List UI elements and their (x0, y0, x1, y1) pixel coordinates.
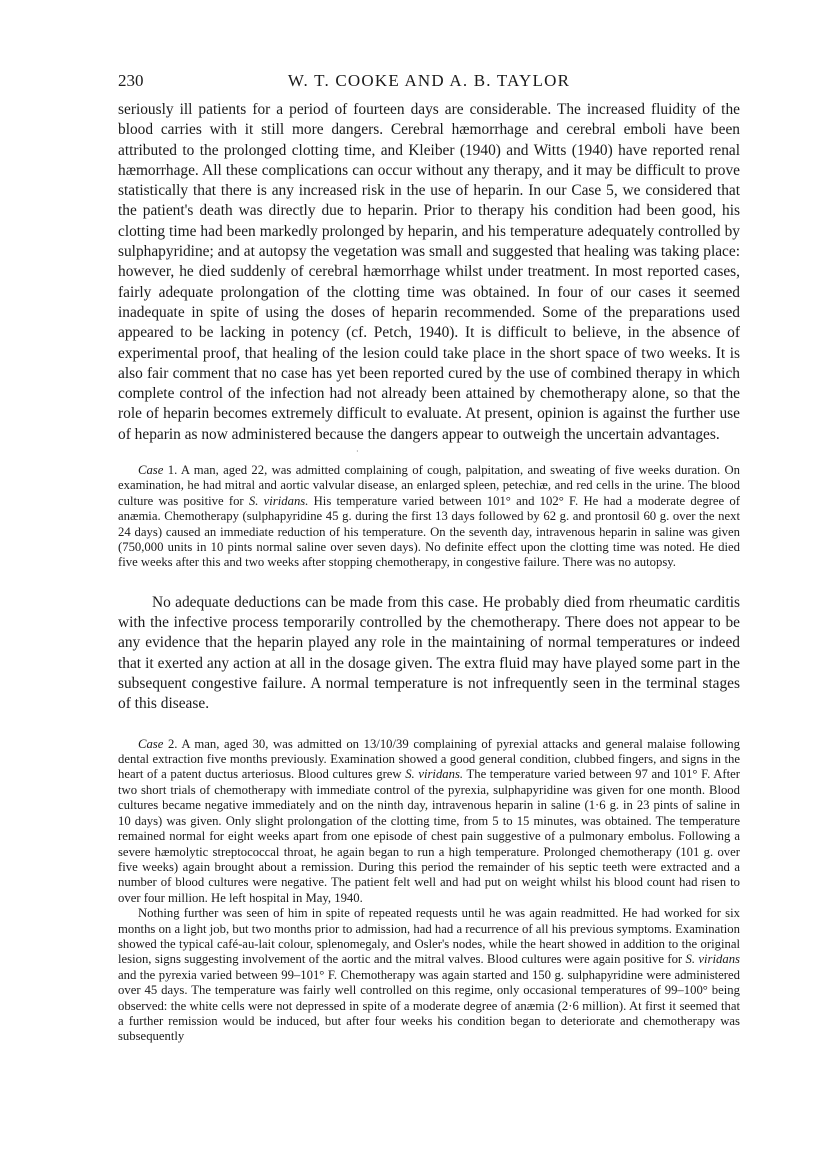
page-number: 230 (118, 71, 144, 90)
case-2-report (118, 737, 740, 906)
running-head (118, 68, 740, 94)
case-1-organism: S. viridans. (248, 493, 309, 508)
discussion-paragraph: seriously ill patients for a period of fourteen days are considerable. The increased fluidity of the blood carries with it still more dangers. Cerebral hæmorrhage and cerebral emboli have been attributed to the prolonged clotting time, and Kleiber (1940) and Witts (1940) have reported renal hæmorrhage. All these complications can occur without any therapy, and it may be difficult to prove statistically that there is any increased risk in the use of heparin. In our Case 5, we considered that the patient's death was directly due to heparin. Prior to therapy his condition had been good, his clotting time had been markedly prolonged by heparin, and his temperature adequately controlled by sulphapyridine; and at autopsy the vegetation was small and suggested that healing was taking place: however, he died suddenly of cerebral hæmorrhage whilst under treatment. In most reported cases, fairly adequate prolongation of the clotting time was obtained. In four of our cases it seemed inadequate in spite of using the doses of heparin recommended. Some of the preparations used appeared to be lacking in potency (cf. Petch, 1940). It is difficult to believe, in the absence of experimental proof, that healing of the lesion could take place in the short space of two weeks. It is also fair comment that no case has yet been reported cured by the use of combined therapy in which complete control of the infection had not already been attained by chemotherapy alone, so that the role of heparin becomes extremely difficult to evaluate. At present, opinion is against the further use of heparin as now administered because the dangers appear to outweigh the uncertain advantages. (118, 101, 740, 443)
divider-dot-mark: · (356, 447, 359, 457)
case-2-text-start: 2. A man, aged 30, was admitted on 13/10/39 complaining of pyrexial attacks and general malaise following dental extraction five months previously. Examination showed a good general condition, clubbed fingers, and signs in the heart of a patent ductus arteriosus. Blood cultures grew (118, 736, 740, 782)
section-divider (118, 445, 740, 463)
case-2-cont-organism: S. viridans (685, 952, 740, 967)
case-1-label: Case (138, 463, 164, 478)
case-2-cont-start: Nothing further was seen of him in spite of repeated requests until he was again readmitted. He had worked for six months on a light job, but two months prior to admission, had had a recurrence of all his previous symptoms. Examination showed the typical café-au-lait colour, splenomegaly, and Osler's nodes, while the heart showed in addition to the original lesion, signs suggesting involvement of the aortic and the mitral valves. Blood cultures were again positive for (118, 906, 740, 967)
case-2-label: Case (138, 736, 164, 751)
case-2-organism: S. viridans. (405, 767, 464, 782)
journal-page (118, 68, 740, 1045)
case-1-text-end: His temperature varied between 101° and 102° F. He had a moderate degree of anæmia. Chemotherapy (sulphapyridine 45 g. during the first 13 days followed by 62 g. and prontosil 60 g. over the next 24 days) caused an immediate reduction of his temperature. On the seventh day, intravenous heparin in saline was given (750,000 units in 10 pints normal saline over seven days). No definite effect upon the clotting time was noted. He died five weeks after this and two weeks after stopping chemotherapy, in congestive failure. There was no autopsy. (118, 493, 740, 570)
case-1-text-start: 1. A man, aged 22, was admitted complaining of cough, palpitation, and sweating of five weeks duration. On examination, he had mitral and aortic valvular disease, an enlarged spleen, petechiæ, and red cells in the urine. The blood culture was positive for (118, 463, 740, 508)
author-names: W. T. COOKE AND A. B. TAYLOR (287, 71, 571, 90)
case-2-cont-end: and the pyrexia varied between 99–101° F. Chemotherapy was again started and 150 g. sulphapyridine were administered over 45 days. The temperature was fairly well controlled on this regime, only occasional temperatures of 99–100° being observed: the white cells were not depressed in spite of a moderate degree of anæmia (2·6 million). At first it seemed that a further remission would be induced, but after four weeks his condition began to deteriorate and chemotherapy was subsequently (118, 967, 740, 1044)
case-1-report (118, 463, 740, 571)
case-1-discussion: No adequate deductions can be made from this case. He probably died from rheumatic carditis with the infective process temporarily controlled by the chemotherapy. There does not appear to be any evidence that the heparin played any role in the maintaining of normal temperatures or indeed that it exerted any action at all in the dosage given. The extra fluid may have played some part in the subsequent congestive failure. A normal temperature is not infrequently seen in the terminal stages of this disease. (118, 593, 740, 713)
case-2-continuation (118, 906, 740, 1045)
case-2-text-end: The temperature varied between 97 and 101° F. After two short trials of chemotherapy with immediate control of the pyrexia, sulphapyridine was given for one month. Blood cultures became negative immediately and on the ninth day, intravenous heparin in saline (1·6 g. in 23 pints of saline in 10 days) was given. Only slight prolongation of the clotting time, from 5 to 15 minutes, was obtained. The temperature remained normal for eight weeks apart from one episode of chest pain suggestive of a pulmonary embolus. Following a severe hæmolytic streptococcal throat, he again began to run a high temperature. Prolonged chemotherapy (101 g. over five weeks) again brought about a remission. During this period the remainder of his septic teeth were extracted and a number of blood cultures were negative. The patient felt well and had put on weight whilst his blood count had risen to over four million. He left hospital in May, 1940. (118, 767, 741, 905)
